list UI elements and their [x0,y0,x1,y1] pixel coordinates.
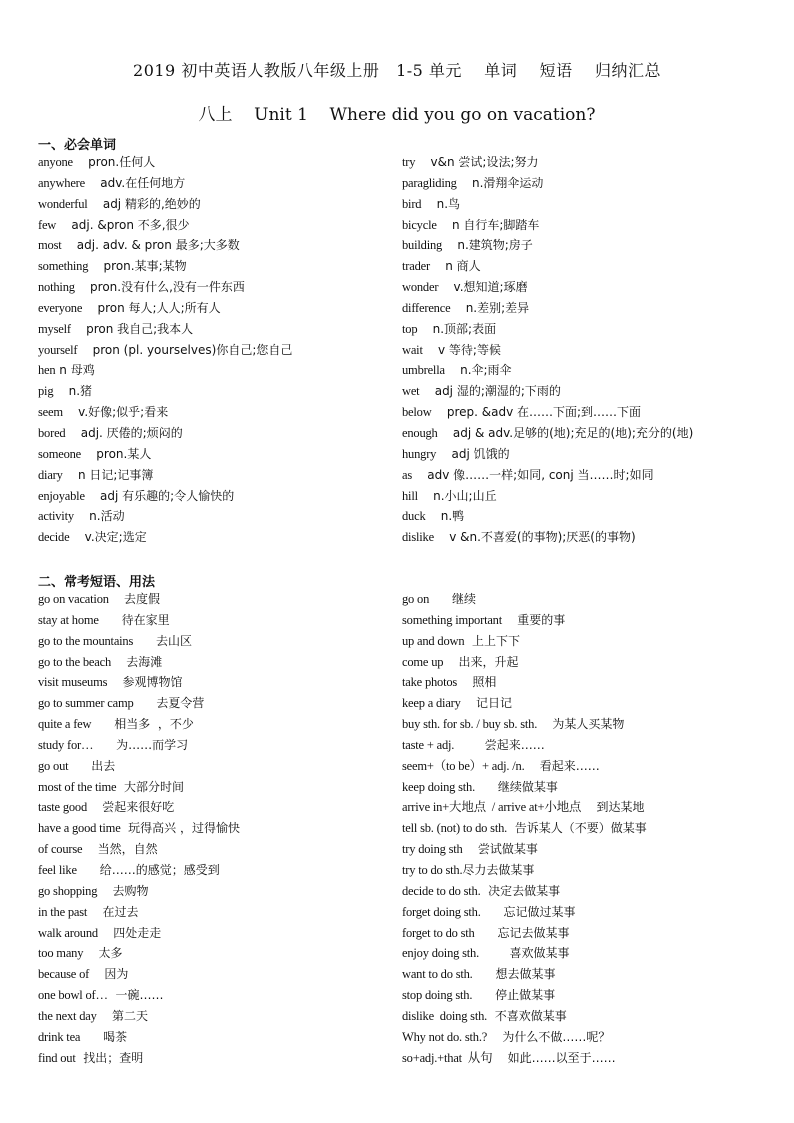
vocabulary-item [402,256,782,277]
phrase-item-meaning: 记日记 [460,696,512,711]
phrase-item [38,672,388,693]
phrase-item-meaning: 尽力去做某事 [462,862,535,877]
phrase-item [402,735,782,756]
vocabulary-item-meaning: adv.在任何地方 [84,175,186,190]
vocabulary-item [402,423,782,444]
phrase-item-meaning: 去海滩 [111,654,163,669]
vocabulary-item-meaning: n.鸟 [421,196,461,211]
phrase-item-english: tell sb. (not) to do sth. [402,821,508,836]
phrase-item [38,902,388,923]
vocabulary-item-english: wonder [402,280,439,295]
phrase-item-english: stop doing sth. [402,988,473,1003]
phrase-item [38,881,388,902]
phrase-item-meaning: 为……而学习 [93,737,189,752]
vocabulary-item-meaning: n.猪 [53,384,93,399]
section-heading-vocabulary: 一、必会单词 [38,138,117,153]
vocabulary-item-english: anyone [38,155,73,169]
vocabulary-item [402,360,782,381]
phrase-item-meaning: 如此……以至于…… [492,1050,616,1065]
section-heading-phrases: 二、常考短语、用法 [38,575,156,590]
vocabulary-item-meaning: v &n.不喜爱(的事物);厌恶(的事物) [433,530,636,545]
vocabulary-item-english: below [402,405,432,420]
phrase-item-meaning: 继续 [429,592,477,606]
vocabulary-item-english: building [402,238,443,253]
phrase-item-english: go out [38,758,69,773]
phrase-item-english: have a good time [38,821,121,836]
phrase-item-meaning: 忘记做过某事 [480,904,576,919]
vocabulary-item [402,381,782,402]
vocabulary-item-meaning: pron.某人 [81,446,152,461]
vocabulary-item-meaning: pron 我自己;我本人 [70,321,194,336]
phrase-item-meaning: 继续做某事 [475,779,558,794]
phrase-item-english: forget doing sth. [402,904,481,919]
vocabulary-item-english: nothing [38,280,75,295]
vocabulary-item-english: bird [402,196,422,211]
phrase-item-meaning: 尝试做某事 [462,842,538,857]
vocabulary-item-english: top [402,321,418,336]
phrase-item-meaning: 找出；查明 [75,1050,144,1065]
vocabulary-item [38,173,388,194]
vocabulary-item-meaning: adj. &pron 不多,很少 [56,217,190,232]
vocabulary-item-meaning: n 母鸡 [55,363,95,378]
vocabulary-item-meaning: n 商人 [429,259,481,274]
phrase-item-meaning: 参观博物馆 [107,675,183,690]
phrase-item-english: seem+（to be）+ adj. /n. [402,758,525,773]
phrase-item-english: so+adj.+that 从句 [402,1050,493,1065]
vocabulary-item-english: duck [402,509,426,524]
vocabulary-item [38,277,388,298]
phrase-item [402,923,782,944]
vocabulary-item [402,319,782,340]
phrase-item [38,735,388,756]
vocabulary-item-english: wait [402,342,423,357]
phrase-item-meaning: 待在家里 [98,612,170,627]
phrase-item-english: enjoy doing sth. [402,946,480,961]
vocabulary-item-meaning: adj & adv.足够的(地);充足的(地);充分的(地) [437,425,694,440]
vocabulary-item [402,194,782,215]
vocabulary-item-meaning: pron.任何人 [72,155,156,169]
phrase-item-meaning: 出去 [68,758,116,773]
phrase-item [38,839,388,860]
vocabulary-item-english: yourself [38,342,78,357]
vocabulary-item [38,215,388,236]
vocabulary-item-meaning: prep. &adv 在……下面;到……下面 [431,405,642,420]
phrase-item-english: feel like [38,862,77,877]
phrase-item [38,652,388,673]
vocabulary-item [38,194,388,215]
phrase-item-english: quite a few [38,717,92,732]
phrase-item-english: want to do sth. [402,967,473,982]
phrase-item-meaning: 玩得高兴 ，过得愉快 [120,821,240,836]
phrase-item [402,860,782,881]
vocabulary-item-english: anywhere [38,175,85,190]
phrase-item-english: go on [402,592,430,606]
phrase-item [38,756,388,777]
phrase-item [402,1006,782,1027]
vocabulary-item [38,298,388,319]
phrase-item-english: Why not do. sth.? [402,1029,488,1044]
vocabulary-item-english: seem [38,405,63,420]
phrase-item [402,631,782,652]
phrase-item-meaning: 到达某地 [581,800,645,815]
vocabulary-item-english: dislike [402,530,434,545]
phrase-item-meaning: 因为 [89,967,129,982]
phrase-item-english: most of the time [38,779,117,794]
phrase-item-meaning: 相当多 ，不少 [91,717,194,732]
phrase-item-meaning: 去夏令营 [133,696,205,711]
phrase-item-meaning: 当然，自然 [82,842,158,857]
phrase-item-meaning: 一碗…… [107,988,164,1003]
vocabulary-item-meaning: adj 有乐趣的;令人愉快的 [84,488,235,503]
phrase-item [402,652,782,673]
vocabulary-item [38,381,388,402]
phrase-item-english: the next day [38,1008,97,1023]
vocabulary-item-meaning: v&n 尝试;设法;努力 [415,155,539,169]
vocabulary-item-meaning: adj. 厌倦的;烦闷的 [65,425,183,440]
phrase-item-meaning: 告诉某人（不要）做某事 [507,821,647,836]
phrase-item-english: find out [38,1050,76,1065]
phrase-item-english: keep doing sth. [402,779,476,794]
phrase-item-meaning: 照相 [457,675,497,690]
phrase-item-english: dislike doing sth. [402,1008,488,1023]
phrase-item-meaning: 喝茶 [80,1029,128,1044]
phrase-item-meaning: 尝起来很好吃 [87,800,175,815]
phrase-item [38,797,388,818]
vocabulary-item-english: enough [402,425,438,440]
phrase-item [402,777,782,798]
vocabulary-item [38,423,388,444]
phrase-item-english: of course [38,842,83,857]
vocabulary-item-english: trader [402,259,430,274]
phrase-item [38,589,388,610]
phrase-item [402,985,782,1006]
vocabulary-item-english: bicycle [402,217,437,232]
vocabulary-item [38,402,388,423]
vocabulary-item-english: try [402,155,416,169]
phrase-item-meaning: 去山区 [133,633,193,648]
phrase-item [38,1006,388,1027]
phrase-item-english: study for… [38,737,94,752]
vocabulary-item-meaning: n.活动 [73,509,125,524]
phrase-item [402,610,782,631]
phrase-item-meaning: 忘记去做某事 [474,925,570,940]
phrase-item [38,693,388,714]
vocabulary-item-meaning: n.滑翔伞运动 [456,175,544,190]
phrase-item-meaning: 大部分时间 [116,779,185,794]
phrase-item-english: go on vacation [38,592,109,606]
phrase-list-right [402,589,782,1068]
vocabulary-item-meaning: adv 像……一样;如同, conj 当……时;如同 [412,467,654,482]
vocabulary-item [402,173,782,194]
phrase-item-meaning: 尝起来…… [454,737,545,752]
phrase-item [38,964,388,985]
vocabulary-list-right [402,152,782,548]
vocabulary-item-english: myself [38,321,71,336]
phrase-item-meaning: 决定去做某事 [480,883,561,898]
vocabulary-item [38,444,388,465]
vocabulary-item-english: diary [38,467,63,482]
phrase-item-english: go to summer camp [38,696,134,711]
phrase-item-english: go to the mountains [38,633,134,648]
phrase-item-meaning: 在过去 [87,904,139,919]
vocabulary-item [402,298,782,319]
vocabulary-item-meaning: pron.没有什么,没有一件东西 [74,280,245,295]
phrase-item-english: try doing sth [402,842,463,857]
vocabulary-item-meaning: n.顶部;表面 [417,321,497,336]
vocabulary-item [38,465,388,486]
vocabulary-item-english: someone [38,446,82,461]
phrase-item-meaning: 看起来…… [524,758,600,773]
vocabulary-item-meaning: adj 精彩的,绝妙的 [87,196,201,211]
vocabulary-item [402,486,782,507]
vocabulary-item [402,340,782,361]
vocabulary-item-english: hen [38,363,56,378]
phrase-item-meaning: 太多 [83,946,123,961]
phrase-item-meaning: 停止做某事 [472,988,556,1003]
phrase-list-left [38,589,388,1068]
vocabulary-item-english: enjoyable [38,488,85,503]
phrase-item-english: arrive in+大地点 / arrive at+小地点 [402,800,582,815]
phrase-item-meaning: 四处走走 [97,925,162,940]
page-title: 2019 初中英语人教版八年级上册 1-5 单元 单词 短语 归纳汇总 [133,61,661,80]
vocabulary-item-english: umbrella [402,363,445,378]
phrase-item [402,693,782,714]
vocabulary-item-english: few [38,217,57,232]
phrase-item [402,1027,782,1048]
phrase-item-english: walk around [38,925,98,940]
vocabulary-item-meaning: n 自行车;脚踏车 [436,217,540,232]
phrase-item-english: go shopping [38,883,98,898]
vocabulary-item [38,360,388,381]
vocabulary-item [38,506,388,527]
vocabulary-item [38,527,388,548]
phrase-item [38,1048,388,1069]
phrase-item [402,881,782,902]
phrase-item-english: go to the beach [38,654,112,669]
phrase-item [402,797,782,818]
phrase-item-meaning: 去度假 [108,592,161,606]
vocabulary-item [38,486,388,507]
vocabulary-item [38,235,388,256]
vocabulary-item-english: hill [402,488,418,503]
vocabulary-item-meaning: n.建筑物;房子 [442,238,533,253]
phrase-item [402,672,782,693]
phrase-item-english: buy sth. for sb. / buy sb. sth. [402,717,538,732]
phrase-item-meaning: 为什么不做……呢？ [487,1029,611,1044]
vocabulary-item-meaning: n.差别;差异 [450,300,530,315]
phrase-item [38,1027,388,1048]
phrase-item-english: try to do sth. [402,862,463,877]
vocabulary-item [402,506,782,527]
vocabulary-item [38,152,388,173]
vocabulary-item-meaning: adj 饥饿的 [436,446,510,461]
phrase-item-english: in the past [38,904,88,919]
vocabulary-item [402,465,782,486]
phrase-item [402,818,782,839]
phrase-item-meaning: 想去做某事 [472,967,556,982]
phrase-item-meaning: 为某人买某物 [537,717,625,732]
phrase-item-meaning: 喜欢做某事 [479,946,570,961]
phrase-item [38,923,388,944]
phrase-item [402,839,782,860]
vocabulary-item [402,527,782,548]
phrase-item-english: come up [402,654,444,669]
phrase-item-english: taste good [38,800,88,815]
vocabulary-item-meaning: v.决定;选定 [69,530,147,545]
vocabulary-item [402,152,782,173]
phrase-item-english: decide to do sth. [402,883,481,898]
vocabulary-item-meaning: n.伞;雨伞 [444,363,512,378]
vocabulary-item-english: decide [38,530,70,545]
vocabulary-item [402,444,782,465]
phrase-item-english: keep a diary [402,696,461,711]
vocabulary-item-english: difference [402,300,451,315]
unit-title: 八上 Unit 1 Where did you go on vacation? [198,105,596,125]
phrase-item-meaning: 去购物 [97,883,149,898]
vocabulary-item-meaning: v.想知道;琢磨 [438,280,528,295]
vocabulary-item-english: wonderful [38,196,88,211]
vocabulary-item-english: most [38,238,62,253]
phrase-item [402,902,782,923]
vocabulary-item-meaning: n 日记;记事簿 [62,467,154,482]
phrase-item-meaning: 给……的感觉；感受到 [76,862,220,877]
phrase-item [38,631,388,652]
vocabulary-item [38,256,388,277]
phrase-item [402,1048,782,1069]
phrase-item [402,964,782,985]
phrase-item-meaning: 上上下下 [464,633,521,648]
phrase-item-english: up and down [402,633,465,648]
phrase-item-english: drink tea [38,1029,81,1044]
phrase-item-meaning: 重要的事 [502,612,566,627]
vocabulary-item-english: paragliding [402,175,457,190]
phrase-item-english: forget to do sth [402,925,475,940]
phrase-item-english: something important [402,612,503,627]
phrase-item [38,777,388,798]
vocabulary-item-meaning: pron 每人;人人;所有人 [82,300,221,315]
phrase-item [38,943,388,964]
phrase-item [38,860,388,881]
vocabulary-item-english: hungry [402,446,437,461]
phrase-item-english: one bowl of… [38,988,108,1003]
phrase-item [38,714,388,735]
vocabulary-item-meaning: n.小山;山丘 [417,488,497,503]
phrase-item [402,943,782,964]
vocabulary-item [402,402,782,423]
phrase-item [402,756,782,777]
phrase-item-english: stay at home [38,612,99,627]
vocabulary-item-english: pig [38,384,54,399]
vocabulary-item-english: activity [38,509,74,524]
vocabulary-item-meaning: n.鸭 [425,509,465,524]
vocabulary-item-english: wet [402,384,420,399]
phrase-item [402,714,782,735]
vocabulary-item-meaning: v.好像;似乎;看来 [62,405,169,420]
vocabulary-item [402,215,782,236]
vocabulary-item-meaning: adj 湿的;潮湿的;下雨的 [419,384,561,399]
phrase-item [38,610,388,631]
vocabulary-item [38,340,388,361]
vocabulary-item-meaning: adj. adv. & pron 最多;大多数 [61,238,240,253]
phrase-item-meaning: 不喜欢做某事 [487,1008,567,1023]
phrase-item [38,818,388,839]
phrase-item [402,589,782,610]
vocabulary-item [402,277,782,298]
vocabulary-item [38,319,388,340]
vocabulary-item-english: bored [38,425,66,440]
phrase-item [38,985,388,1006]
vocabulary-item-meaning: pron (pl. yourselves)你自己;您自己 [77,342,293,357]
vocabulary-item-english: as [402,467,413,482]
vocabulary-item-english: something [38,259,89,274]
vocabulary-item [402,235,782,256]
vocabulary-list-left [38,152,388,548]
vocabulary-item-meaning: pron.某事;某物 [88,259,187,274]
phrase-item-english: take photos [402,675,458,690]
phrase-item-meaning: 出来，升起 [443,654,519,669]
vocabulary-item-english: everyone [38,300,83,315]
phrase-item-meaning: 第二天 [96,1008,148,1023]
vocabulary-item-meaning: v 等待;等候 [422,342,501,357]
phrase-item-english: taste + adj. [402,737,455,752]
phrase-item-english: too many [38,946,84,961]
phrase-item-english: visit museums [38,675,108,690]
phrase-item-english: because of [38,967,90,982]
